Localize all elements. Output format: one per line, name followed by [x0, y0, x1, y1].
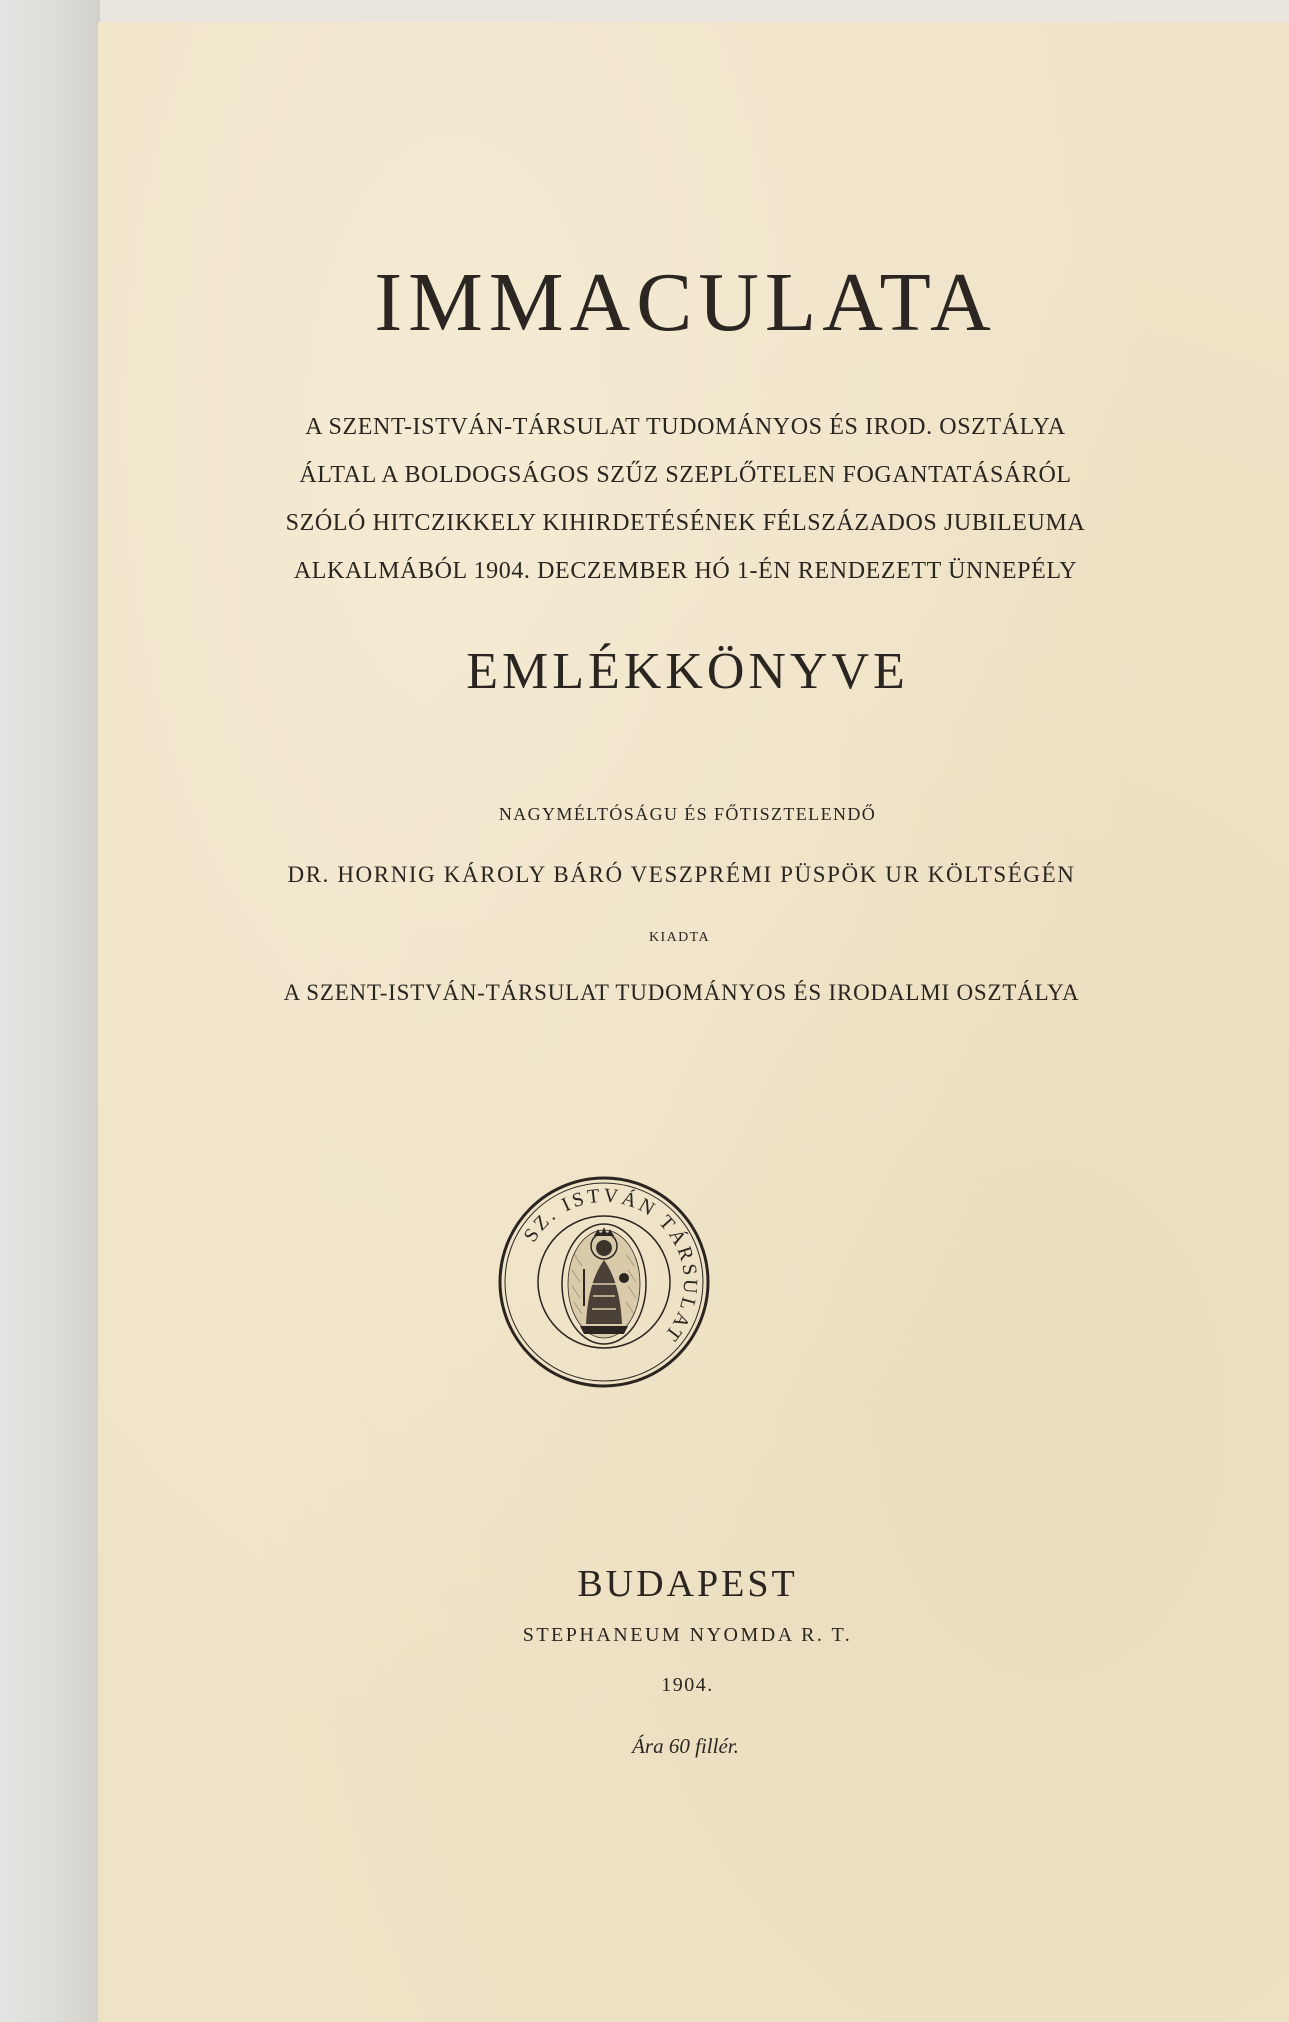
subtitle-line-3: SZÓLÓ HITCZIKKELY KIHIRDETÉSÉNEK FÉLSZÁZADOS JUBILEUMA [285, 510, 1086, 536]
subtitle-line-1: A SZENT-ISTVÁN-TÁRSULAT TUDOMÁNYOS ÉS IROD. OSZTÁLYA [305, 414, 1066, 440]
publication-year: 1904. [661, 1674, 714, 1696]
subtitle-line-2: ÁLTAL A BOLDOGSÁGOS SZŰZ SZEPLŐTELEN FOGANTATÁSÁRÓL [299, 462, 1072, 488]
price: Ára 60 fillér. [632, 1734, 739, 1758]
subtitle-line-4: ALKALMÁBÓL 1904. DECZEMBER HÓ 1-ÉN RENDEZETT ÜNNEPÉLY [293, 558, 1078, 584]
scan-margin [0, 0, 100, 2022]
publisher-line: A SZENT-ISTVÁN-TÁRSULAT TUDOMÁNYOS ÉS IRODALMI OSZTÁLYA [283, 980, 1080, 1005]
seal-text: SZ. ISTVÁN TÁRSULAT [519, 1184, 702, 1348]
society-seal-emblem [496, 1174, 712, 1390]
patron-intro: NAGYMÉLTÓSÁGU ÉS FŐTISZTELENDŐ [498, 804, 877, 824]
book-title: IMMACULATA [374, 256, 997, 349]
city: BUDAPEST [577, 1563, 798, 1605]
published-by-label: KIADTA [649, 930, 710, 945]
printer: STEPHANEUM NYOMDA R. T. [522, 1624, 853, 1646]
patron-line: DR. HORNIG KÁROLY BÁRÓ VESZPRÉMI PÜSPÖK UR KÖLTSÉGÉN [287, 862, 1076, 887]
heading-emlekkonyve: EMLÉKKÖNYVE [466, 643, 909, 700]
title-page [98, 22, 1289, 2022]
